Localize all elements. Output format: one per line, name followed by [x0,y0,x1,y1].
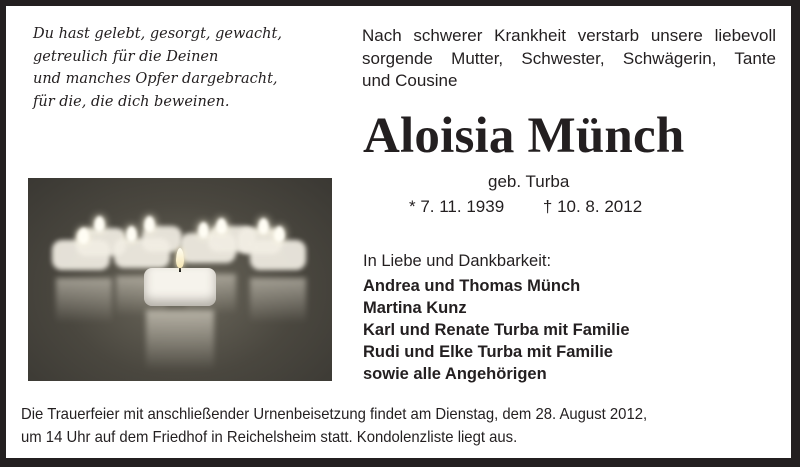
mourner-name: Martina Kunz [363,299,467,317]
candles-photo [28,178,332,381]
poem-line: Du hast gelebt, gesorgt, gewacht, [33,26,282,42]
mourner-name: Andrea und Thomas Münch [363,277,581,295]
death-date: † 10. 8. 2012 [542,197,643,216]
poem-line: und manches Opfer dargebracht, [33,71,278,87]
funeral-info-line: um 14 Uhr auf dem Friedhof in Reichelsheim statt. Kondolenzliste liegt aus. [21,428,518,446]
mourner-name: Karl und Renate Turba mit Familie [363,321,630,339]
poem [33,23,282,113]
intro-line: sorgende Mutter, Schwester, Schwägerin, Tante [362,48,776,68]
funeral-info-line: Die Trauerfeier mit anschließender Urnenbeisetzung findet am Dienstag, dem 28. August 2012, [21,406,648,423]
intro-line: Nach schwerer Krankheit verstarb unsere liebevoll [362,26,776,45]
intro-line: und Cousine [362,71,458,90]
mourners-list [363,275,630,385]
candle [144,268,216,306]
mourner-name: Rudi und Elke Turba mit Familie [363,343,613,361]
mourners-label: In Liebe und Dankbarkeit: [363,252,552,270]
flame-icon [176,248,184,268]
maiden-name: geb. Turba [488,172,570,191]
birth-date: * 7. 11. 1939 [409,197,505,216]
life-dates [409,197,642,217]
obituary-card [6,6,791,458]
mourner-name: sowie alle Angehörigen [363,365,547,383]
deceased-name: Aloisia Münch [363,108,685,164]
funeral-info [21,404,647,449]
poem-line: für die, die dich beweinen. [33,93,230,110]
poem-line: getreulich für die Deinen [33,48,219,65]
intro-text [362,25,776,93]
